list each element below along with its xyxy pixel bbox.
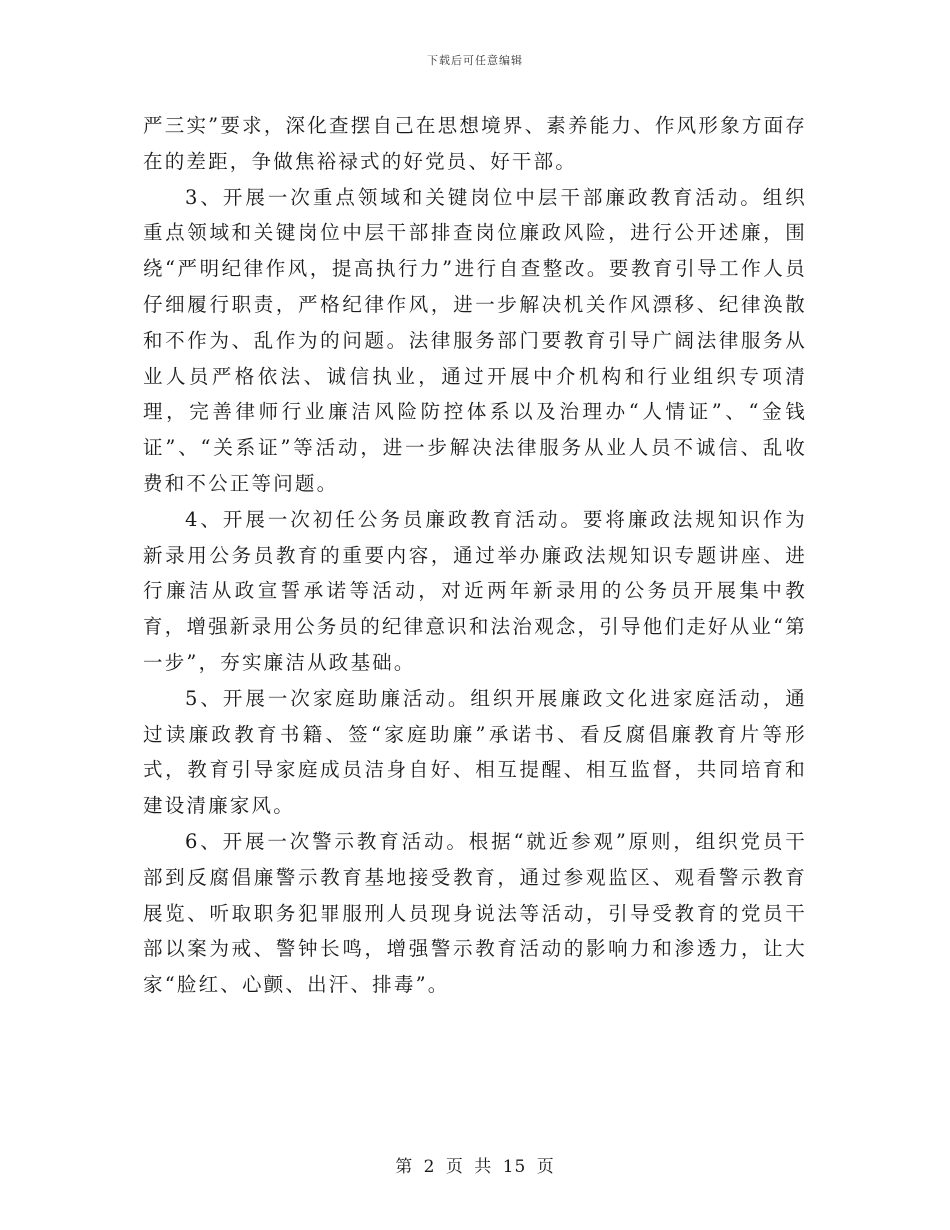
paragraph-item-3: 3、开展一次重点领域和关键岗位中层干部廉政教育活动。组织重点领域和关键岗位中层干部排查岗位廉政风险，进行公开述廉，围绕“严明纪律作风，提高执行力”进行自查整改。要教育引导工作人员仔细履行职责，严格纪律作风，进一步解决机关作风漂移、纪律涣散和不作为、乱作为的问题。法律服务部门要教育引导广阔法律服务从业人员严格依法、诚信执业，通过开展中介机构和行业组织专项清理，完善律师行业廉洁风险防控体系以及治理办“人情证”、“金钱证”、“关系证”等活动，进一步解决法律服务从业人员不诚信、乱收费和不公正等问题。: [143, 185, 807, 495]
paragraph-item-6: 6、开展一次警示教育活动。根据“就近参观”原则，组织党员干部到反腐倡廉警示教育基地接受教育，通过参观监区、观看警示教育展览、听取职务犯罪服刑人员现身说法等活动，引导受教育的党员干部以案为戒、警钟长鸣，增强警示教育活动的影响力和渗透力，让大家“脸红、心颤、出汗、排毒”。: [143, 829, 807, 997]
page-header-note: 下载后可任意编辑: [427, 54, 523, 67]
paragraph-item-4: 4、开展一次初任公务员廉政教育活动。要将廉政法规知识作为新录用公务员教育的重要内容，通过举办廉政法规知识专题讲座、进行廉洁从政宣誓承诺等活动，对近两年新录用的公务员开展集中教育，增强新录用公务员的纪律意识和法治观念，引导他们走好从业“第一步”，夯实廉洁从政基础。: [143, 507, 807, 674]
paragraph-item-5: 5、开展一次家庭助廉活动。组织开展廉政文化进家庭活动，通过读廉政教育书籍、签“家庭助廉”承诺书、看反腐倡廉教育片等形式，教育引导家庭成员洁身自好、相互提醒、相互监督，共同培育和建设清廉家风。: [143, 686, 807, 818]
document-body: [143, 108, 807, 1003]
page-number-footer: 第 2 页 共 15 页: [395, 1157, 555, 1177]
paragraph-continuation: 严三实”要求，深化查摆自己在思想境界、素养能力、作风形象方面存在的差距，争做焦裕禄式的好党员、好干部。: [143, 114, 807, 173]
